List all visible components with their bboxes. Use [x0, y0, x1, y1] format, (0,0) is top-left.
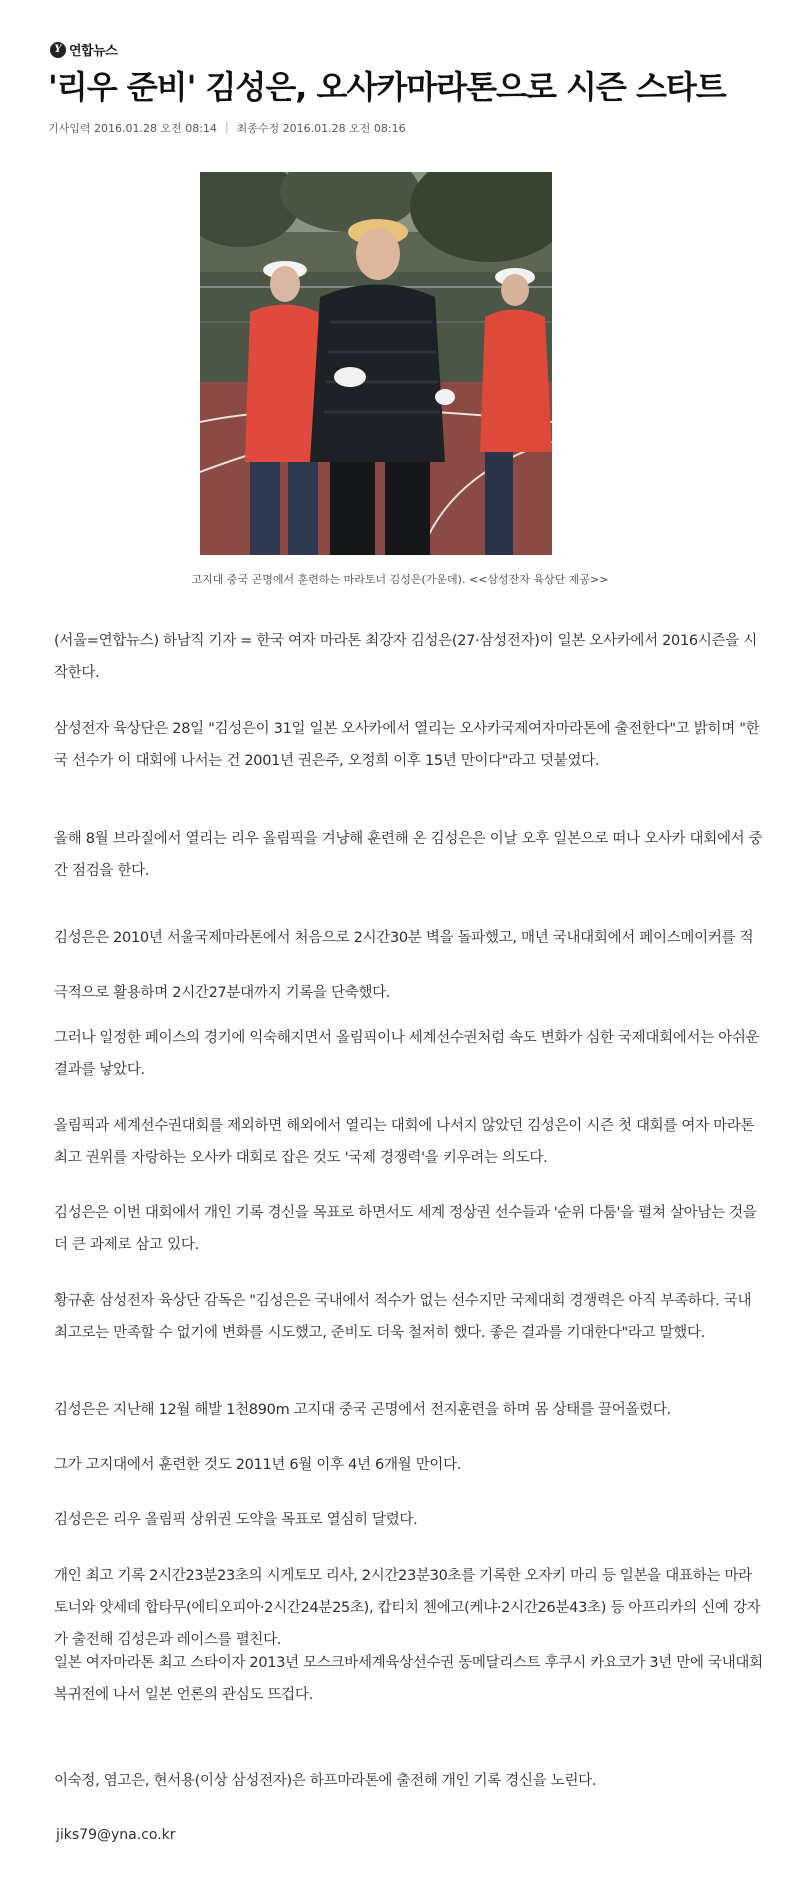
body-paragraph: 개인 최고 기록 2시간23분23초의 시게토모 리사, 2시간23분30초를 기록한 오자키 마리 등 일본을 대표하는 마라토너와 앗세데 합타무(에티오피아·2시간24분25초), 캅티치 첸에고(케냐·2시간26분43초) 등 아프리카의 신예 강자가 출전해 김성은과 레이스를 펼친다.: [54, 1568, 761, 1648]
reporter-email[interactable]: jiks79@yna.co.kr: [56, 1827, 176, 1843]
body-paragraph: 삼성전자 육상단은 28일 "김성은이 31일 일본 오사카에서 열리는 오사카국제여자마라톤에 출전한다"고 밝히며 "한국 선수가 이 대회에 나서는 건 2001년 권은주, 오정희 이후 15년 만이다"라고 덧붙였다.: [54, 721, 760, 769]
modified-date: 최종수정 2016.01.28 오전 08:16: [236, 122, 406, 135]
body-paragraph: 김성은은 이번 대회에서 개인 기록 경신을 목표로 하면서도 세계 정상권 선수들과 '순위 다툼'을 펼쳐 살아남는 것을 더 큰 과제로 삼고 있다.: [54, 1205, 757, 1253]
body-paragraph: 일본 여자마라톤 최고 스타이자 2013년 모스크바세계육상선수권 동메달리스트 후쿠시 카요코가 3년 만에 국내대회 복귀전에 나서 일본 언론의 관심도 뜨겁다.: [54, 1655, 763, 1703]
body-paragraph: 올림픽과 세계선수권대회를 제외하면 해외에서 열리는 대회에 나서지 않았던 김성은이 시즌 첫 대회를 여자 마라톤 최고 권위를 자랑하는 오사카 대회로 잡은 것도 '국제 경쟁력'을 키우려는 의도다.: [54, 1118, 755, 1166]
body-paragraph: 김성은은 2010년 서울국제마라톤에서 처음으로 2시간30분 벽을 돌파했고, 매년 국내대회에서 페이스메이커를 적극적으로 활용하며 2시간27분대까지 기록을 단축했다.: [54, 930, 754, 1001]
logo-text: 연합뉴스: [69, 44, 118, 59]
date-separator: |: [224, 120, 229, 133]
article-photo: [200, 172, 552, 555]
article-headline: '리우 준비' 김성은, 오사카마라톤으로 시즌 스타트: [48, 68, 726, 106]
article-dates: [48, 120, 406, 136]
body-paragraph: 김성은은 지난해 12월 해발 1천890m 고지대 중국 곤명에서 전지훈련을 하며 몸 상태를 끌어올렸다.: [54, 1402, 671, 1418]
photo-caption: 고지대 중국 곤명에서 훈련하는 마라토너 김성은(가운데). <<삼성잔자 육상단 제공>>: [191, 573, 609, 586]
yonhap-logo-icon: Y: [50, 42, 66, 58]
body-paragraph: 이숙정, 염고은, 현서용(이상 삼성전자)은 하프마라톤에 출전해 개인 기록 경신을 노린다.: [54, 1773, 597, 1789]
body-paragraph: 황규훈 삼성전자 육상단 감독은 "김성은은 국내에서 적수가 없는 선수지만 국제대회 경쟁력은 아직 부족하다. 국내 최고로는 만족할 수 없기에 변화를 시도했고, 준비도 더욱 철저히 했다. 좋은 결과를 기대한다"라고 말했다.: [54, 1293, 752, 1341]
body-paragraph: 김성은은 리우 올림픽 상위권 도약을 목표로 열심히 달렸다.: [54, 1512, 418, 1528]
yonhap-logo[interactable]: [50, 40, 117, 59]
body-paragraph: 그러나 일정한 페이스의 경기에 익숙해지면서 올림픽이나 세계선수권처럼 속도 변화가 심한 국제대회에서는 아쉬운 결과를 낳았다.: [54, 1030, 760, 1078]
body-paragraph: 그가 고지대에서 훈련한 것도 2011년 6월 이후 4년 6개월 만이다.: [54, 1457, 462, 1473]
published-date: 기사입력 2016.01.28 오전 08:14: [48, 122, 217, 135]
body-paragraph: (서울=연합뉴스) 하남직 기자 = 한국 여자 마라톤 최강자 김성은(27·삼성전자)이 일본 오사카에서 2016시즌을 시작한다.: [54, 633, 757, 681]
body-paragraph: 올해 8월 브라질에서 열리는 리우 올림픽을 겨냥해 훈련해 온 김성은은 이날 오후 일본으로 떠나 오사카 대회에서 중간 점검을 한다.: [54, 831, 763, 879]
